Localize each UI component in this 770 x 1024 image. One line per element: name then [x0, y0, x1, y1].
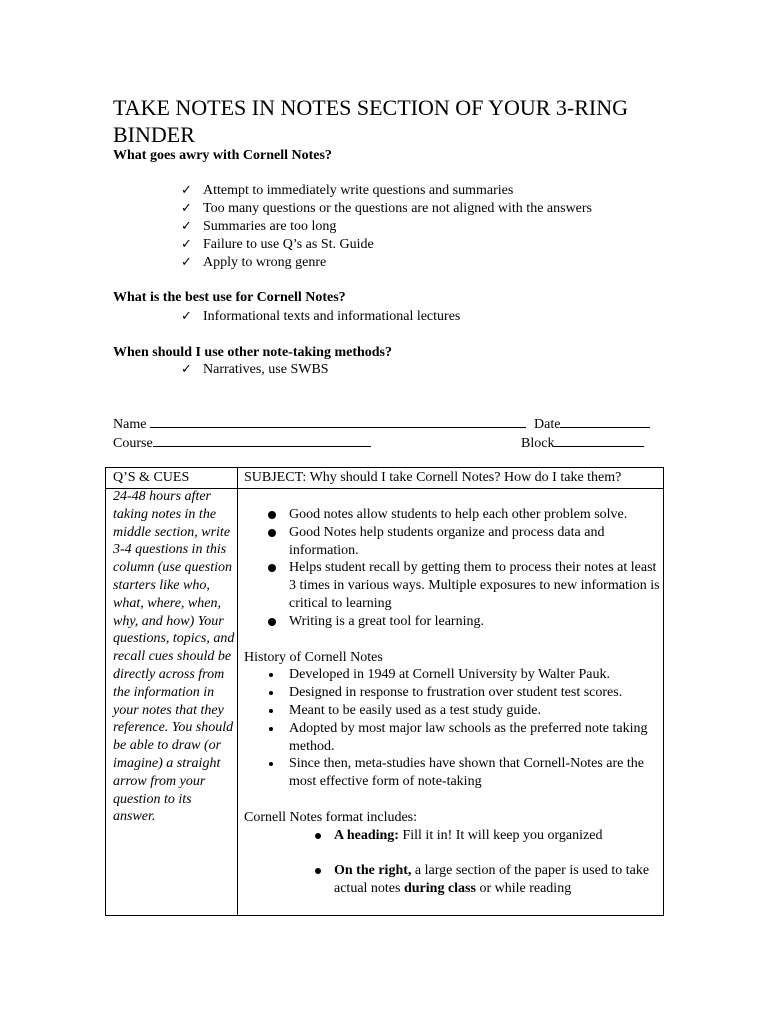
page-title: TAKE NOTES IN NOTES SECTION OF YOUR 3-RING BINDER	[113, 95, 629, 147]
cues-column-header: Q’S & CUES	[113, 470, 190, 485]
list-item: ✓ Attempt to immediately write questions and summaries	[181, 183, 514, 198]
name-field[interactable]	[113, 414, 526, 434]
block-blank[interactable]	[554, 433, 644, 447]
list-item: On the right, a large section of the paper is used to take actual notes during class or while reading	[244, 862, 662, 898]
cornell-notes-table	[105, 467, 664, 916]
list-item: Helps student recall by getting them to process their notes at least 3 times in various ways. Multiple exposures to new information is critical to learning	[244, 559, 662, 612]
block-label: Block	[521, 436, 555, 451]
list-item: ✓ Too many questions or the questions are not aligned with the answers	[181, 201, 592, 216]
problems-checklist	[181, 182, 592, 272]
history-bullets	[244, 666, 662, 791]
list-item: Developed in 1949 at Cornell University by Walter Pauk.	[244, 666, 662, 684]
why-bullets	[244, 506, 662, 631]
column-divider	[237, 468, 238, 915]
list-item: Adopted by most major law schools as the preferred note taking method.	[244, 720, 662, 756]
other-methods-checklist	[181, 361, 329, 379]
course-field[interactable]	[113, 433, 371, 453]
date-blank[interactable]	[560, 414, 650, 428]
section-heading-other-methods: When should I use other note-taking methods?	[113, 345, 393, 360]
section-heading-problems: What goes awry with Cornell Notes?	[113, 148, 332, 163]
course-label: Course	[113, 436, 153, 451]
block-field[interactable]	[521, 433, 644, 453]
course-blank[interactable]	[153, 433, 371, 447]
checkmark-icon: ✓	[181, 255, 192, 270]
notes-column	[244, 488, 662, 898]
name-blank[interactable]	[150, 414, 526, 428]
list-item: ✓ Failure to use Q’s as St. Guide	[181, 237, 374, 252]
list-item: Good notes allow students to help each other problem solve.	[244, 506, 662, 524]
list-item: Designed in response to frustration over student test scores.	[244, 684, 662, 702]
list-item: ✓ Summaries are too long	[181, 219, 337, 234]
list-item: Good Notes help students organize and process data and information.	[244, 524, 662, 560]
best-use-checklist	[181, 308, 460, 326]
section-heading-best-use: What is the best use for Cornell Notes?	[113, 290, 346, 305]
checkmark-icon: ✓	[181, 219, 192, 234]
name-label: Name	[113, 417, 147, 432]
format-heading: Cornell Notes format includes:	[244, 809, 418, 825]
subject-header: SUBJECT: Why should I take Cornell Notes? How do I take them?	[244, 470, 622, 485]
list-item: Meant to be easily used as a test study guide.	[244, 702, 662, 720]
checkmark-icon: ✓	[181, 309, 192, 324]
list-item: ✓ Apply to wrong genre	[181, 255, 327, 270]
list-item: ✓ Informational texts and informational lectures	[181, 309, 461, 324]
date-label: Date	[534, 417, 561, 432]
checkmark-icon: ✓	[181, 362, 192, 377]
checkmark-icon: ✓	[181, 237, 192, 252]
checkmark-icon: ✓	[181, 183, 192, 198]
list-item: Since then, meta-studies have shown that Cornell-Notes are the most effective form of note-taking	[244, 755, 662, 791]
format-bullets	[244, 827, 662, 898]
list-item: Writing is a great tool for learning.	[244, 613, 662, 631]
date-field[interactable]	[534, 414, 650, 434]
cues-column-text: 24-48 hours after taking notes in the middle section, write 3-4 questions in this column (use question starters like who, what, where, when, why, and how) Your questions, topics, and recall cues should be directly across from the information in your notes that they reference. You should be able to draw (or imagine) a straight arrow from your question to its answer.	[113, 489, 235, 825]
list-item: ✓ Narratives, use SWBS	[181, 362, 329, 377]
list-item: A heading: Fill it in! It will keep you organized	[244, 827, 662, 845]
history-heading: History of Cornell Notes	[244, 649, 383, 665]
checkmark-icon: ✓	[181, 201, 192, 216]
